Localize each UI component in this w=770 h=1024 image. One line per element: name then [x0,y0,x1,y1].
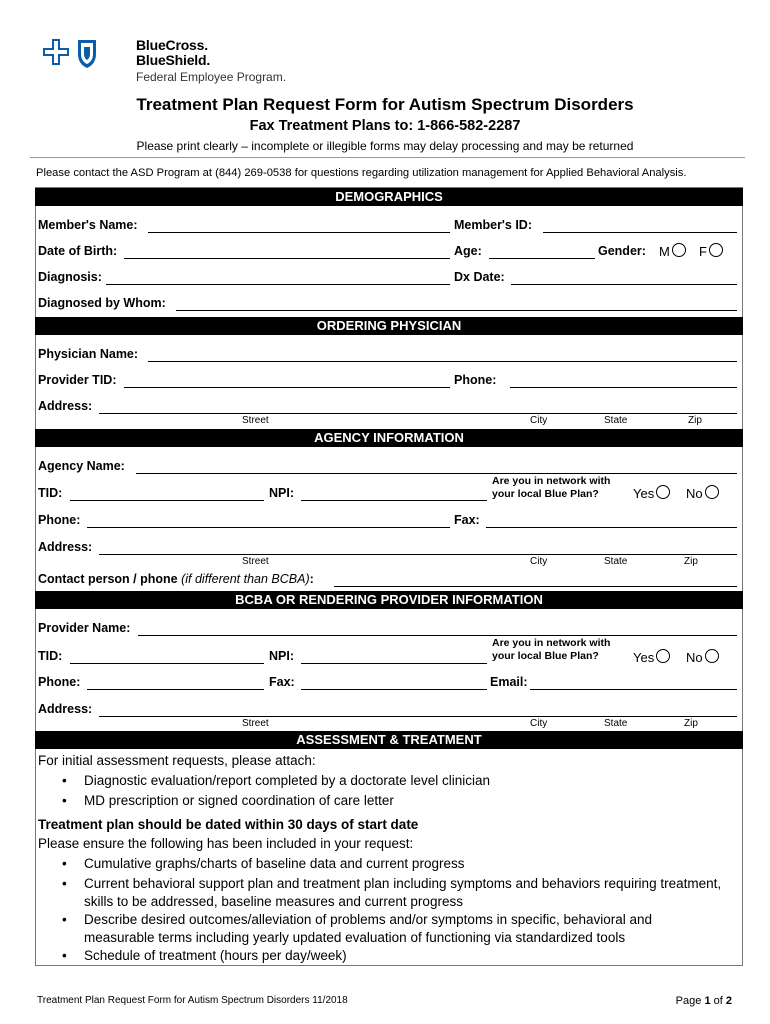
bcba-network-yes[interactable] [633,649,670,665]
print-note: Please print clearly – incomplete or illegible forms may delay processing and may be returned [136,139,634,153]
no-label: No [686,486,703,501]
agency-name-label: Agency Name: [38,459,125,473]
street-sublabel: Street [242,415,269,426]
section-demographics: DEMOGRAPHICS [35,188,743,206]
list-item-text: Schedule of treatment (hours per day/week) [84,948,347,963]
state-sublabel: State [604,718,628,729]
street-sublabel: Street [242,556,269,567]
section-bcba-provider: BCBA OR RENDERING PROVIDER INFORMATION [35,591,743,609]
agency-fax-label: Fax: [454,513,480,527]
age-field[interactable] [489,258,595,259]
divider [30,157,745,158]
diagnosis-label: Diagnosis: [38,270,102,284]
bcba-phone-field[interactable] [87,689,264,690]
bullet: • [62,856,67,871]
page-total: 2 [725,995,732,1007]
agency-address-label: Address: [38,540,93,554]
diagnosed-by-field[interactable] [176,310,737,311]
bcba-tid-field[interactable] [70,663,264,664]
list-item-text: MD prescription or signed coordination of care letter [84,793,394,808]
contact-person-field[interactable] [334,586,737,587]
page-current: 1 [704,995,711,1007]
footer-form-name: Treatment Plan Request Form for Autism Spectrum Disorders 11/2018 [37,995,348,1006]
bullet: • [62,912,67,927]
page-of: of [713,995,723,1007]
zip-sublabel: Zip [688,415,702,426]
no-label: No [686,650,703,665]
diagnosis-field[interactable] [106,284,450,285]
zip-sublabel: Zip [684,556,698,567]
agency-network-yes[interactable] [633,485,670,501]
state-sublabel: State [604,415,628,426]
physician-address-field[interactable] [99,413,737,414]
agency-network-no[interactable] [686,485,719,501]
bullet: • [62,948,67,963]
agency-tid-field[interactable] [70,500,264,501]
agency-npi-label: NPI: [269,486,294,500]
bcba-network-question [492,637,610,663]
agency-tid-label: TID: [38,486,63,500]
dated-note: Treatment plan should be dated within 30 days of start date [38,817,419,832]
physician-name-label: Physician Name: [38,347,139,361]
provider-name-label: Provider Name: [38,621,131,635]
state-sublabel: State [604,556,628,567]
list-item-text: Current behavioral support plan and treatment plan including symptoms and behaviors requiring treatment, skills to be addressed, baseline measures and current progress [84,876,722,909]
physician-phone-label: Phone: [454,373,497,387]
agency-yes-radio[interactable] [656,485,670,499]
list-item [62,772,724,790]
provider-tid-field[interactable] [124,387,450,388]
network-question-line1: Are you in network with [492,637,611,649]
bcba-no-radio[interactable] [705,649,719,663]
physician-address-label: Address: [38,399,93,413]
agency-fax-field[interactable] [486,527,737,528]
bcba-email-label: Email: [490,675,528,689]
dob-field[interactable] [124,258,450,259]
colon: : [309,572,314,586]
contact-person-text: Contact person / phone [38,572,178,586]
gender-m-label: M [659,244,670,259]
agency-name-field[interactable] [136,473,737,474]
bcba-phone-label: Phone: [38,675,81,689]
list-item [62,911,684,947]
street-sublabel: Street [242,718,269,729]
physician-phone-field[interactable] [510,387,737,388]
city-sublabel: City [530,718,548,729]
bullet: • [62,793,67,808]
provider-tid-label: Provider TID: [38,373,117,387]
members-id-label: Member's ID: [454,218,532,232]
section-agency-information: AGENCY INFORMATION [35,429,743,447]
list-item [62,792,724,810]
members-id-field[interactable] [543,232,737,233]
bcba-yes-radio[interactable] [656,649,670,663]
assessment-intro: For initial assessment requests, please attach: [38,753,316,768]
list-item-text: Describe desired outcomes/alleviation of problems and/or symptoms in specific, behavioral and measurable terms including yearly updated evaluation of functioning via standardized tools [84,912,653,945]
bullet: • [62,876,67,891]
yes-label: Yes [633,486,655,501]
agency-address-field[interactable] [99,554,737,555]
ensure-intro: Please ensure the following has been included in your request: [38,836,414,851]
brand-fep: Federal Employee Program. [136,70,287,84]
dob-label: Date of Birth: [38,244,118,258]
agency-no-radio[interactable] [705,485,719,499]
zip-sublabel: Zip [684,718,698,729]
city-sublabel: City [530,556,548,567]
form-title: Treatment Plan Request Form for Autism Spectrum Disorders [136,95,634,114]
list-item-text: Diagnostic evaluation/report completed by a doctorate level clinician [84,773,490,788]
contact-person-label [38,572,314,586]
bcba-email-field[interactable] [530,689,737,690]
city-sublabel: City [530,415,548,426]
bcba-address-label: Address: [38,702,93,716]
brand-blueshield: BlueShield. [136,52,211,68]
gender-f-option[interactable] [699,243,723,259]
provider-name-field[interactable] [138,635,737,636]
contact-person-note: (if different than BCBA) [181,572,310,586]
bcba-npi-label: NPI: [269,649,294,663]
gender-m-radio[interactable] [672,243,686,257]
contact-note: Please contact the ASD Program at (844) 269-0538 for questions regarding utilization management for Applied Behavioral Analysis. [36,167,687,179]
page-number [676,995,732,1007]
bcba-fax-field[interactable] [301,689,487,690]
bcbs-logo [40,35,300,85]
diagnosed-by-label: Diagnosed by Whom: [38,296,166,310]
network-question-line1: Are you in network with [492,475,611,487]
brand-bluecross: BlueCross. [136,37,208,53]
section-assessment-treatment: ASSESSMENT & TREATMENT [35,731,743,749]
gender-m-option[interactable] [659,243,686,259]
bcba-npi-field[interactable] [301,663,487,664]
gender-f-radio[interactable] [709,243,723,257]
dx-date-field[interactable] [511,284,737,285]
network-question-line2: your local Blue Plan? [492,650,599,662]
gender-f-label: F [699,244,707,259]
bullet: • [62,773,67,788]
physician-name-field[interactable] [148,361,737,362]
agency-network-question [492,475,610,501]
page-prefix: Page [675,995,702,1007]
members-name-label: Member's Name: [38,218,138,232]
dx-date-label: Dx Date: [454,270,505,284]
fax-number: Fax Treatment Plans to: 1-866-582-2287 [249,118,521,134]
list-item [62,875,739,911]
bcba-address-field[interactable] [99,716,737,717]
gender-label: Gender: [598,244,646,258]
bcba-network-no[interactable] [686,649,719,665]
agency-phone-label: Phone: [38,513,81,527]
list-item [62,855,739,873]
list-item [62,947,739,965]
members-name-field[interactable] [148,232,450,233]
agency-npi-field[interactable] [301,500,487,501]
yes-label: Yes [633,650,655,665]
agency-phone-field[interactable] [87,527,450,528]
list-item-text: Cumulative graphs/charts of baseline data and current progress [84,856,465,871]
network-question-line2: your local Blue Plan? [492,488,599,500]
cross-shield-icon [40,37,104,69]
bcba-tid-label: TID: [38,649,63,663]
age-label: Age: [454,244,482,258]
bcba-fax-label: Fax: [269,675,295,689]
section-ordering-physician: ORDERING PHYSICIAN [35,317,743,335]
